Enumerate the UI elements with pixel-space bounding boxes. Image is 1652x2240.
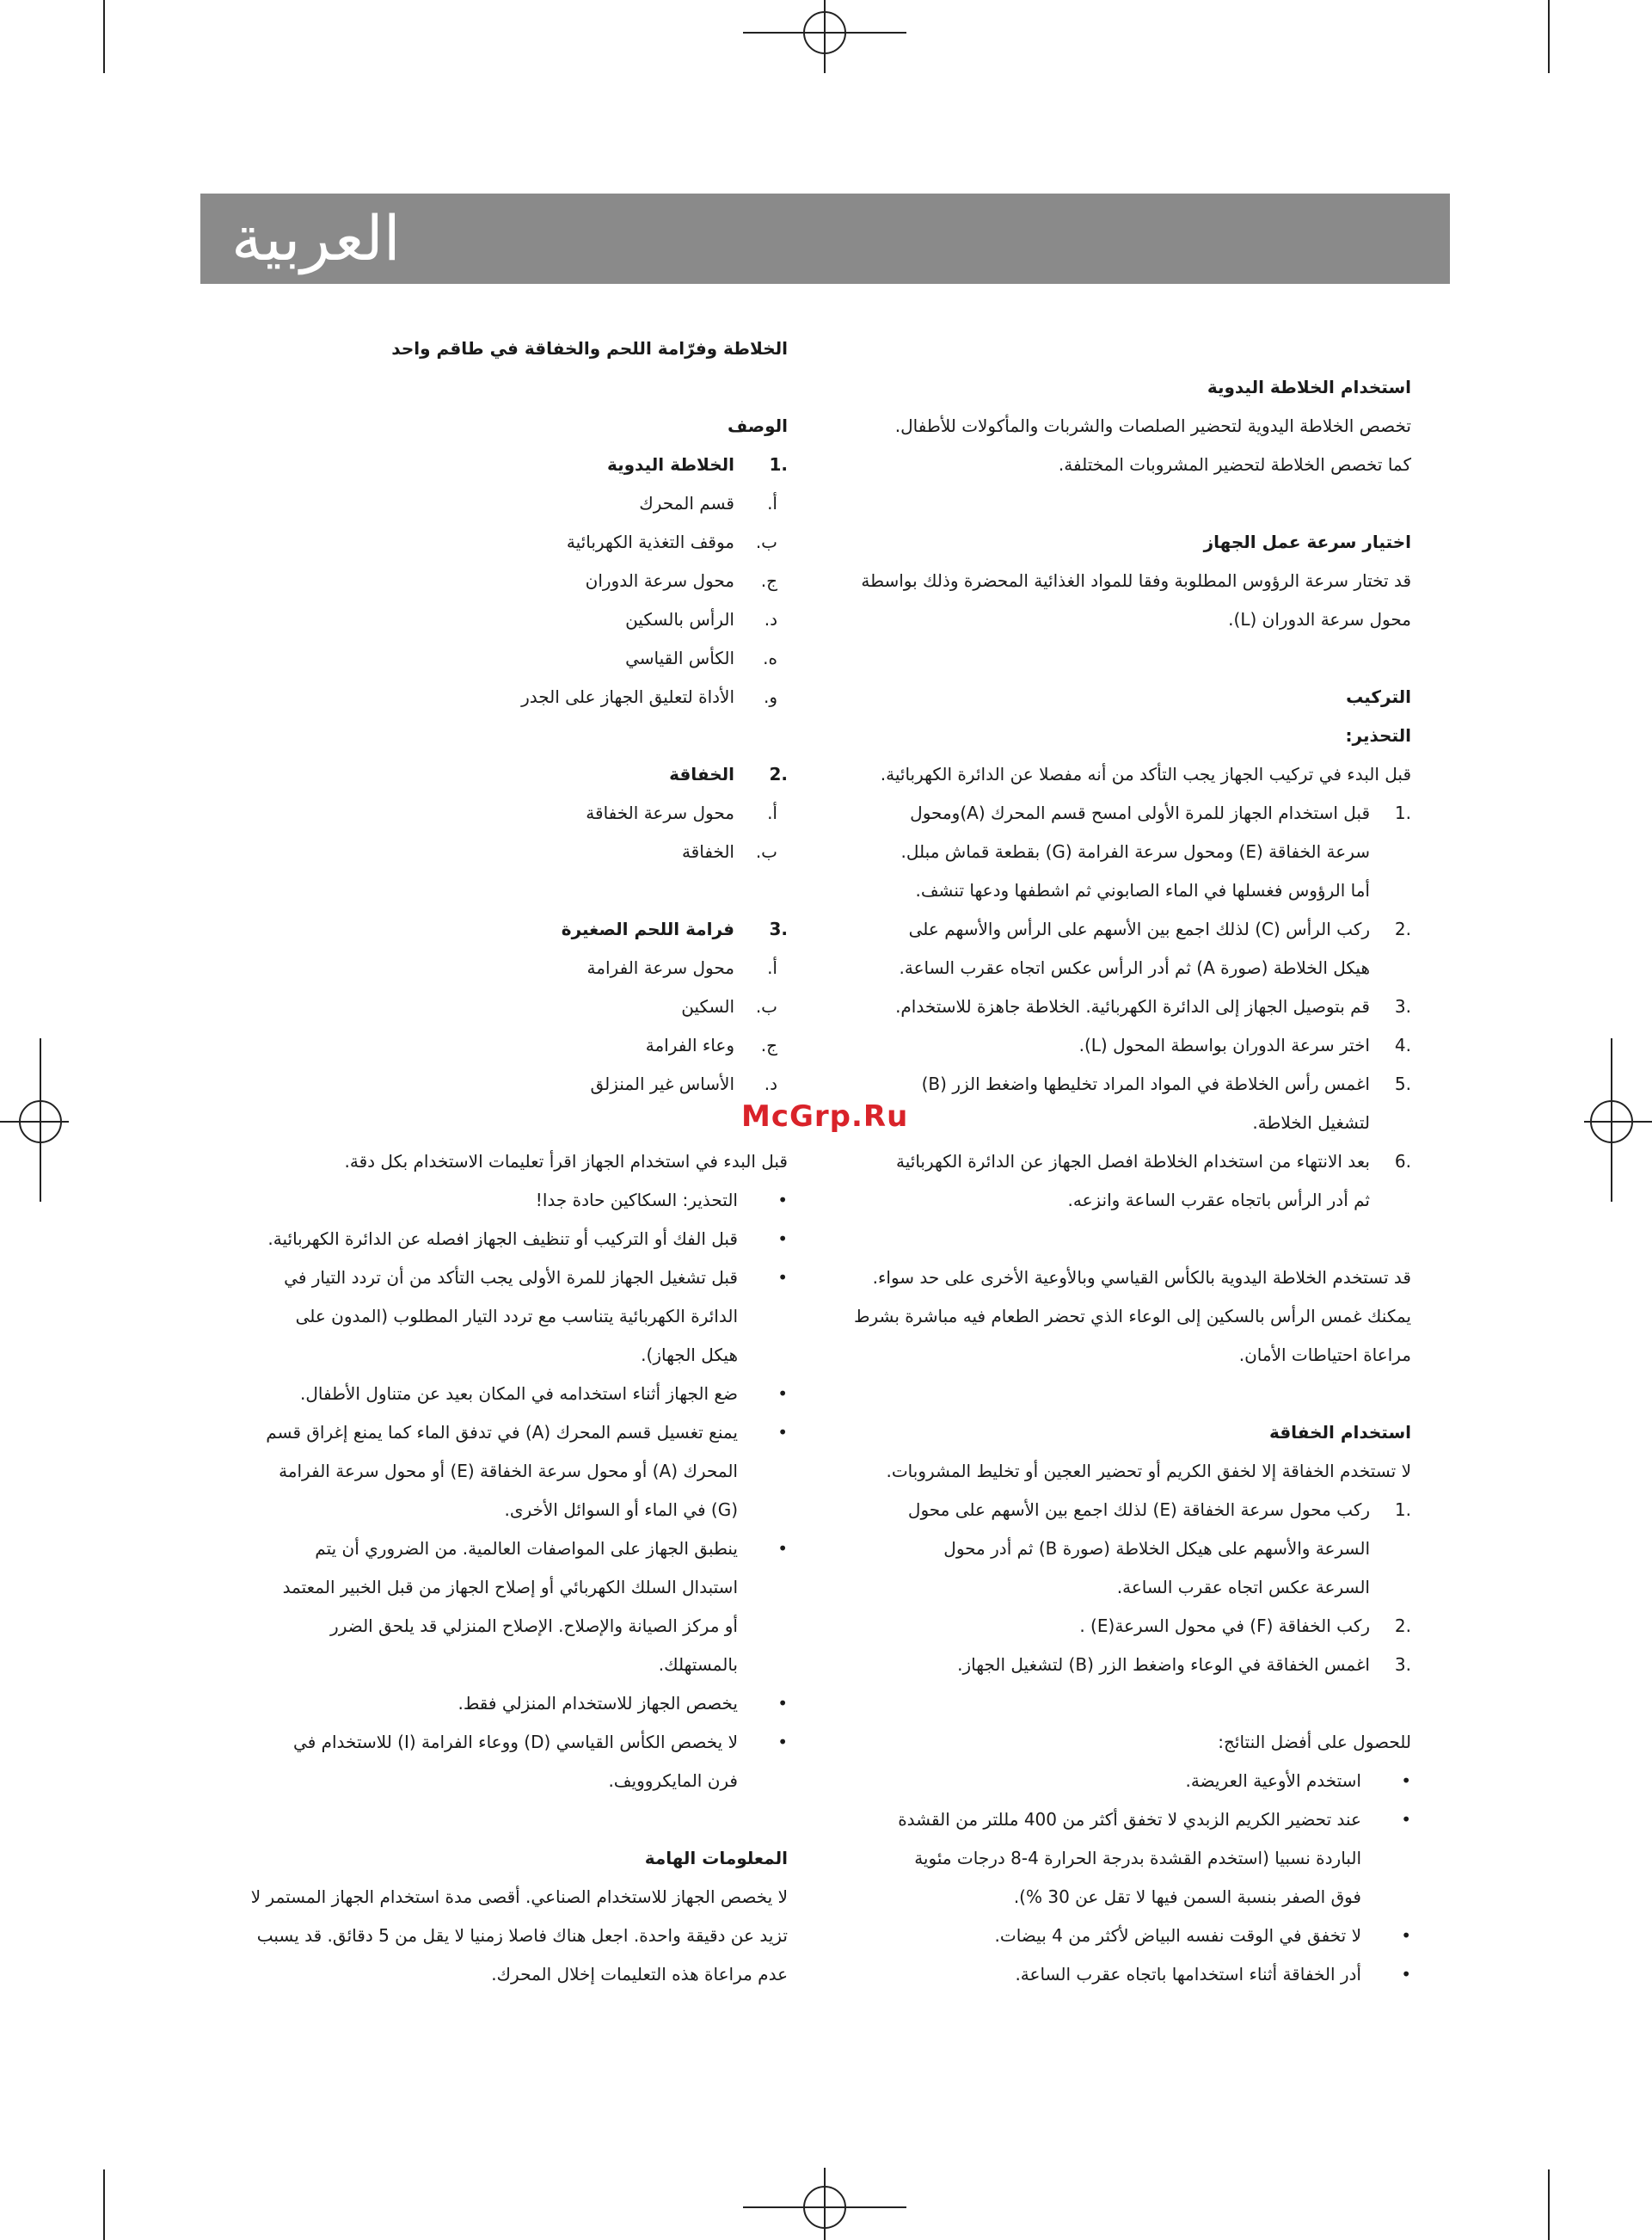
item-letter: د.: [764, 609, 777, 630]
section-heading: اختيار سرعة عمل الجهاز: [1203, 532, 1411, 552]
bullet-icon: •: [777, 1732, 788, 1752]
item-text: قبل تشغيل الجهاز للمرة الأولى يجب التأكد من أن تردد التيار في: [284, 1267, 738, 1288]
lettered-item: [169, 949, 788, 988]
continuation-line: بالمستهلك.: [658, 1654, 738, 1675]
spacer: [878, 639, 1411, 678]
language-banner: [200, 194, 1450, 284]
bullet-item: [169, 1413, 788, 1452]
item-text: موقف التغذية الكهربائية: [566, 532, 734, 552]
continuation-line: الباردة نسبيا (استخدم القشدة بدرجة الحرارة 4-8 درجات مئوية: [914, 1848, 1361, 1868]
item-text: لا يخصص الكأس القياسي (D) ووعاء الفرامة (I) للاستخدام في: [293, 1732, 738, 1752]
continuation-line: فوق الصفر بنسبة السمن فيها لا تقل عن 30 %).: [1013, 1886, 1361, 1907]
item-number: .2: [1394, 919, 1411, 939]
section-heading: الوصف: [727, 415, 788, 436]
item-text: الخفاقة: [669, 764, 734, 785]
item-number: .4: [1394, 1035, 1411, 1055]
item-text: الكأس القياسي: [625, 648, 734, 668]
item-text: يمنع تغسيل قسم المحرك (A) في تدفق الماء كما يمنع إغراق قسم: [266, 1422, 738, 1443]
language-title: العربية: [231, 202, 401, 274]
bullet-item: [169, 1529, 788, 1568]
item-number: .3: [1394, 1654, 1411, 1675]
item-number: .1: [769, 454, 788, 475]
paragraph-line: مراعاة احتياطات الأمان.: [1238, 1345, 1411, 1365]
paragraph-line: عدم مراعاة هذه التعليمات إخلال المحرك.: [491, 1964, 788, 1985]
crop-mark: [1548, 2169, 1550, 2240]
bullet-icon: •: [1401, 1770, 1411, 1791]
right-column: [853, 368, 1411, 1994]
paragraph-line: محول سرعة الدوران (L).: [1228, 609, 1411, 630]
item-text: أدر الخفاقة أثناء استخدامها باتجاه عقرب الساعة.: [1015, 1964, 1361, 1985]
bullet-item: [169, 1220, 788, 1258]
bullet-item: [169, 1684, 788, 1723]
continuation-line: هيكل الخلاطة (صورة A) ثم أدر الرأس عكس اتجاه عقرب الساعة.: [899, 957, 1370, 978]
numbered-item: [878, 988, 1411, 1026]
watermark: McGrp.Ru: [741, 1099, 909, 1134]
item-letter: د.: [764, 1074, 777, 1094]
item-text: ينطبق الجهاز على المواصفات العالمية. من الضروري أن يتم: [315, 1538, 738, 1559]
numbered-item: [878, 1646, 1411, 1684]
lettered-item: [169, 1026, 788, 1065]
registration-circle-right: [1590, 1100, 1633, 1143]
lettered-item: [169, 1065, 788, 1104]
bullet-item: [169, 1181, 788, 1220]
item-number: .2: [1394, 1615, 1411, 1636]
bullet-icon: •: [777, 1228, 788, 1249]
item-text: استخدم الأوعية العريضة.: [1185, 1770, 1361, 1791]
item-text: قبل الفك أو التركيب أو تنظيف الجهاز افصله عن الدائرة الكهربائية.: [267, 1228, 738, 1249]
item-text: عند تحضير الكريم الزبدي لا تخفق أكثر من 400 مللتر من القشدة: [898, 1809, 1361, 1830]
lettered-item: [169, 600, 788, 639]
bullet-item: [878, 1800, 1411, 1839]
continuation-line: فرن المايكروويف.: [608, 1770, 738, 1791]
bullet-icon: •: [777, 1422, 788, 1443]
lettered-item: [169, 523, 788, 562]
item-text: ضع الجهاز أثناء استخدامه في المكان بعيد عن متناول الأطفال.: [299, 1383, 738, 1404]
paragraph-line: تخصص الخلاطة اليدوية لتحضير الصلصات والشربات والمأكولات للأطفال.: [894, 415, 1411, 436]
item-letter: ه.: [763, 648, 777, 668]
paragraph-line: قد تستخدم الخلاطة اليدوية بالكأس القياسي وبالأوعية الأخرى على حد سواء.: [872, 1267, 1411, 1288]
item-text: لا تخفق في الوقت نفسه البياض لأكثر من 4 بيضات.: [994, 1925, 1361, 1946]
item-text: محول سرعة الفرامة: [586, 957, 734, 978]
numbered-item: [878, 1491, 1411, 1529]
item-text: محول سرعة الخفاقة: [586, 803, 734, 823]
item-text: بعد الانتهاء من استخدام الخلاطة افصل الجهاز عن الدائرة الكهربائية: [896, 1151, 1370, 1172]
paragraph-line: لا يخصص الجهاز للاستخدام الصناعي. أقصى مدة استخدام الجهاز المستمر لا: [250, 1886, 788, 1907]
continuation-line: استبدال السلك الكهربائي أو إصلاح الجهاز من قبل الخبير المعتمد: [282, 1577, 738, 1597]
crop-mark: [103, 0, 105, 73]
item-text: وعاء الفرامة: [645, 1035, 734, 1055]
bullet-icon: •: [777, 1693, 788, 1714]
paragraph-line: للحصول على أفضل النتائج:: [1218, 1732, 1411, 1752]
left-column: [169, 329, 788, 1994]
item-text: ركب محول سرعة الخفاقة (E) لذلك اجمع بين الأسهم على محول: [907, 1499, 1370, 1520]
item-number: .3: [769, 919, 788, 939]
item-number: .3: [1394, 996, 1411, 1017]
item-text: قسم المحرك: [639, 493, 734, 514]
item-text: اغمس الخفاقة في الوعاء واضغط الزر (B) لتشغيل الجهاز.: [957, 1654, 1370, 1675]
item-letter: ج.: [760, 570, 777, 591]
continuation-line: السرعة والأسهم على هيكل الخلاطة (صورة B) ثم أدر محول: [943, 1538, 1370, 1559]
registration-circle-top: [803, 11, 846, 54]
item-text: ركب الخفاقة (F) في محول السرعة(E) .: [1079, 1615, 1370, 1636]
registration-circle-bottom: [803, 2186, 846, 2229]
item-number: .1: [1394, 1499, 1411, 1520]
item-text: الخلاطة اليدوية: [606, 454, 734, 475]
item-number: .1: [1394, 803, 1411, 823]
continuation-line: ثم أدر الرأس باتجاه عقرب الساعة وانزعه.: [1067, 1190, 1370, 1210]
item-letter: ب.: [755, 841, 777, 862]
spacer: [169, 368, 788, 407]
registration-circle-left: [19, 1100, 62, 1143]
bullet-item: [878, 1955, 1411, 1994]
paragraph-line: لا تستخدم الخفاقة إلا لخفق الكريم أو تحضير العجين أو تخليط المشروبات.: [886, 1461, 1411, 1481]
bullet-item: [878, 1762, 1411, 1800]
section-heading: المعلومات الهامة: [644, 1848, 788, 1868]
bullet-icon: •: [777, 1538, 788, 1559]
continuation-line: أو مركز الصيانة والإصلاح. الإصلاح المنزلي قد يلحق الضرر: [330, 1615, 738, 1636]
item-text: اغمس رأس الخلاطة في المواد المراد تخليطها واضغط الزر (B): [921, 1074, 1370, 1094]
item-letter: ب.: [755, 996, 777, 1017]
bullet-icon: •: [777, 1190, 788, 1210]
paragraph-line: كما تخصص الخلاطة لتحضير المشروبات المختلفة.: [1058, 454, 1411, 475]
lettered-item: [169, 562, 788, 600]
numbered-item: [878, 794, 1411, 833]
item-text: الرأس بالسكين: [625, 609, 734, 630]
paragraph-line: تزيد عن دقيقة واحدة. اجعل هناك فاصلا زمنيا لا يقل من 5 دقائق. قد يسبب: [256, 1925, 788, 1946]
numbered-item: [169, 755, 788, 794]
item-text: اختر سرعة الدوران بواسطة المحول (L).: [1078, 1035, 1370, 1055]
spacer: [878, 1375, 1411, 1413]
numbered-item: [878, 1026, 1411, 1065]
numbered-item: [169, 910, 788, 949]
crop-mark: [103, 2169, 105, 2240]
spacer: [169, 1800, 788, 1839]
item-text: ركب الرأس (C) لذلك اجمع بين الأسهم على الرأس والأسهم على: [908, 919, 1370, 939]
numbered-item: [878, 1142, 1411, 1181]
numbered-item: [878, 1607, 1411, 1646]
spacer: [878, 1220, 1411, 1258]
item-letter: أ.: [767, 493, 777, 514]
lettered-item: [169, 639, 788, 678]
bullet-icon: •: [777, 1267, 788, 1288]
bullet-icon: •: [1401, 1925, 1411, 1946]
crop-mark: [1548, 0, 1550, 73]
continuation-line: الدائرة الكهربائية يتناسب مع تردد التيار المطلوب (المدون على: [295, 1306, 738, 1326]
item-letter: ج.: [760, 1035, 777, 1055]
item-text: محول سرعة الدوران: [585, 570, 734, 591]
item-letter: ب.: [755, 532, 777, 552]
lettered-item: [169, 988, 788, 1026]
item-text: الأداة لتعليق الجهاز على الجدر: [521, 686, 734, 707]
section-heading: استخدام الخفاقة: [1268, 1422, 1411, 1443]
item-text: قم بتوصيل الجهاز إلى الدائرة الكهربائية. الخلاطة جاهزة للاستخدام.: [895, 996, 1370, 1017]
item-text: يخصص الجهاز للاستخدام المنزلي فقط.: [458, 1693, 738, 1714]
lettered-item: [169, 678, 788, 717]
paragraph-line: يمكنك غمس الرأس بالسكين إلى الوعاء الذي تحضر الطعام فيه مباشرة بشرط: [853, 1306, 1411, 1326]
numbered-item: [169, 446, 788, 484]
paragraph-line: قبل البدء في استخدام الجهاز اقرأ تعليمات الاستخدام بكل دقة.: [344, 1151, 788, 1172]
lettered-item: [169, 833, 788, 871]
section-heading: الخلاطة وفرّامة اللحم والخفاقة في طاقم واحد: [391, 338, 788, 359]
section-heading: التحذير:: [1345, 725, 1411, 746]
item-text: الأساس غير المنزلق: [590, 1074, 734, 1094]
item-text: الخفاقة: [681, 841, 734, 862]
continuation-line: لتشغيل الخلاطة.: [1252, 1112, 1370, 1133]
bullet-icon: •: [777, 1383, 788, 1404]
continuation-line: أما الرؤوس فغسلها في الماء الصابوني ثم اشطفها ودعها تنشف.: [915, 880, 1370, 901]
bullet-item: [878, 1917, 1411, 1955]
continuation-line: السرعة عكس اتجاه عقرب الساعة.: [1116, 1577, 1370, 1597]
numbered-item: [878, 1065, 1411, 1104]
item-number: .6: [1394, 1151, 1411, 1172]
item-text: فرامة اللحم الصغيرة: [561, 919, 734, 939]
continuation-line: (G) في الماء أو السوائل الأخرى.: [504, 1499, 738, 1520]
item-letter: و.: [763, 686, 777, 707]
item-number: .5: [1394, 1074, 1411, 1094]
paragraph-line: قد تختار سرعة الرؤوس المطلوبة وفقا للمواد الغذائية المحضرة وذلك بواسطة: [861, 570, 1411, 591]
continuation-line: هيكل الجهاز).: [641, 1345, 738, 1365]
spacer: [169, 717, 788, 755]
lettered-item: [169, 794, 788, 833]
section-heading: التركيب: [1346, 686, 1411, 707]
item-text: قبل استخدام الجهاز للمرة الأولى امسح قسم المحرك (A)ومحول: [910, 803, 1370, 823]
bullet-item: [169, 1375, 788, 1413]
spacer: [878, 484, 1411, 523]
item-text: التحذير: السكاكين حادة جدا!: [535, 1190, 738, 1210]
numbered-item: [878, 910, 1411, 949]
bullet-icon: •: [1401, 1964, 1411, 1985]
paragraph-line: قبل البدء في تركيب الجهاز يجب التأكد من أنه مفصلا عن الدائرة الكهربائية.: [880, 764, 1411, 785]
continuation-line: المحرك (A) أو محول سرعة الخفاقة (E) أو محول سرعة الفرامة: [279, 1461, 738, 1481]
bullet-item: [169, 1723, 788, 1762]
item-text: السكين: [681, 996, 734, 1017]
bullet-icon: •: [1401, 1809, 1411, 1830]
spacer: [878, 1684, 1411, 1723]
item-letter: أ.: [767, 957, 777, 978]
lettered-item: [169, 484, 788, 523]
bullet-item: [169, 1258, 788, 1297]
item-number: .2: [769, 764, 788, 785]
continuation-line: سرعة الخفاقة (E) ومحول سرعة الفرامة (G) بقطعة قماش مبلل.: [900, 841, 1370, 862]
spacer: [169, 1104, 788, 1142]
spacer: [169, 871, 788, 910]
section-heading: استخدام الخلاطة اليدوية: [1207, 377, 1411, 397]
item-letter: أ.: [767, 803, 777, 823]
